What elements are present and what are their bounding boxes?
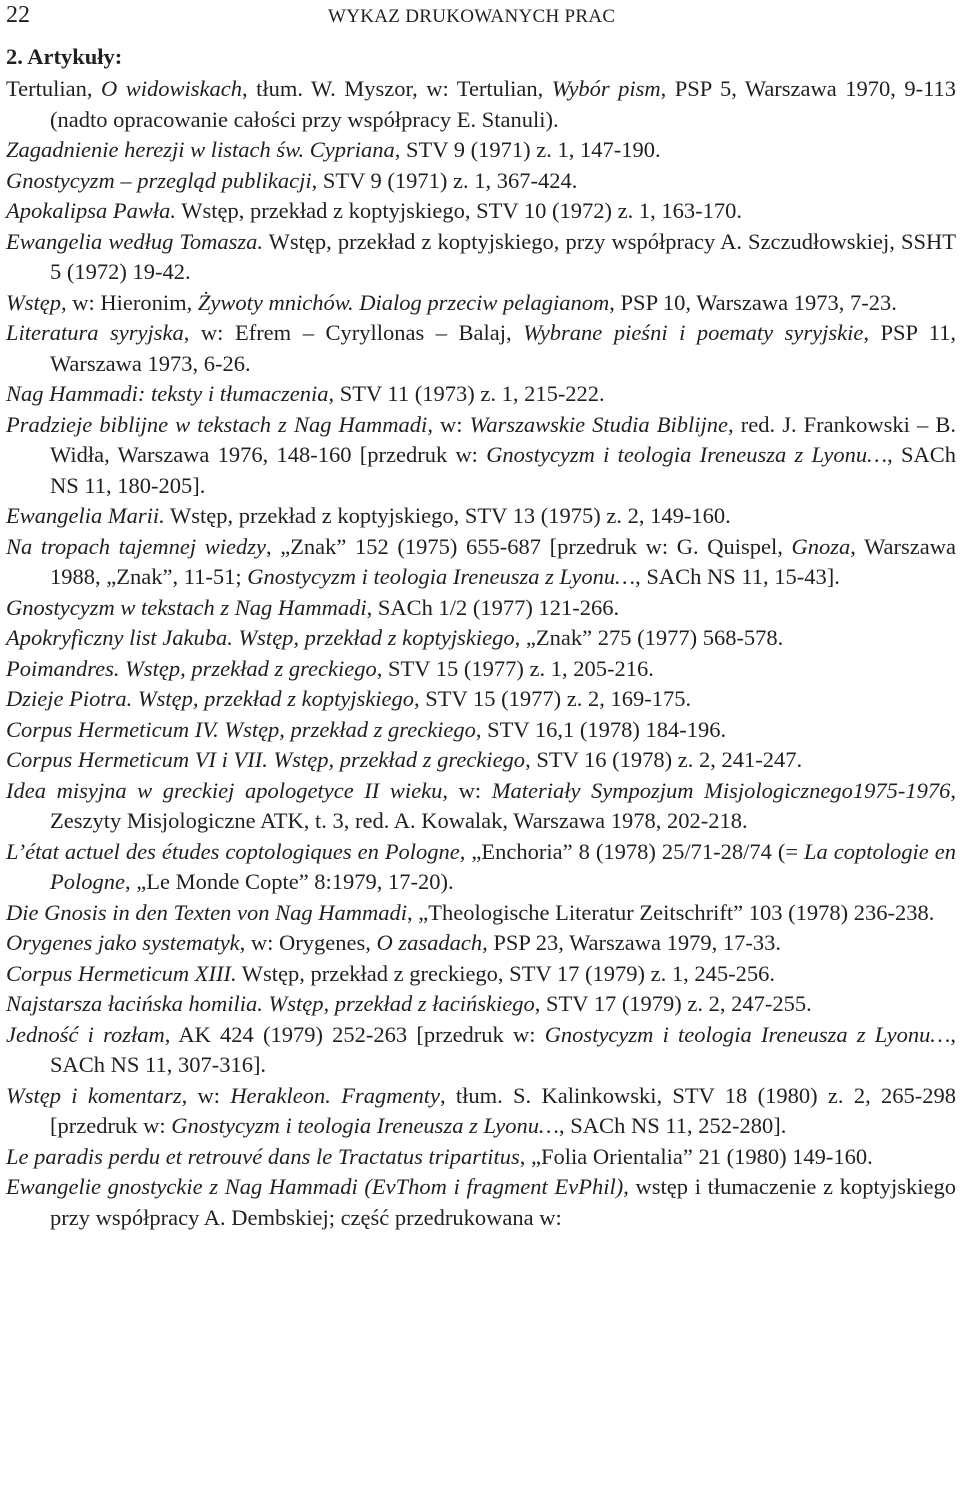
entry-text: , w: Efrem – Cyryllonas – Balaj, [183, 320, 524, 345]
entry-title-text: O zasadach [376, 930, 483, 955]
entry-text: , „Theologische Literatur Zeitschrift” 103 (1978) 236-238. [407, 899, 935, 925]
entry-text: Wstęp, przekład z koptyjskiego, przy współpracy A. Szczudłowskiej, SSHT 5 (1972) 19-42. [50, 228, 956, 284]
bibliography-entry [6, 532, 956, 593]
entry-title-text: Pradzieje biblijne w tekstach z Nag Hammadi [6, 411, 428, 437]
entry-title-text: Zagadnienie herezji w listach św. Cypriana [6, 137, 395, 162]
bibliography-entry [6, 501, 956, 532]
bibliography-entry [6, 1020, 956, 1081]
bibliography-entry [6, 837, 956, 898]
entry-title-text: Herakleon. Fragmenty [230, 1082, 440, 1108]
page-header [6, 0, 956, 38]
entry-title-text: Wstęp i komentarz [6, 1082, 182, 1108]
bibliography-entry [6, 684, 956, 715]
entry-text: , „Znak” 275 (1977) 568-578. [514, 625, 784, 650]
entry-text: , PSP 11, Warszawa 1973, 6-26. [50, 320, 956, 376]
entry-text: , STV 9 (1971) z. 1, 147-190. [394, 137, 661, 162]
entry-title-text: Jedność i rozłam [6, 1021, 165, 1047]
entry-text: , SACh NS 11, 180-205]. [50, 442, 956, 498]
section-title: 2. Artykuły: [6, 44, 123, 69]
entry-title-text: Nag Hammadi: teksty i tłumaczenia [6, 381, 329, 406]
entry-text: , STV 9 (1971) z. 1, 367-424. [311, 167, 578, 193]
entry-title-text: Żywoty mnichów. Dialog przeciw pelagianom [197, 289, 610, 315]
entry-text: , w: [442, 777, 492, 803]
bibliography-entry [6, 593, 956, 624]
entry-title-text: Wybór pism [551, 76, 661, 101]
entry-text: , SACh 1/2 (1977) 121-266. [366, 594, 620, 620]
entry-title-text: Ewangelie gnostyckie z Nag Hammadi (EvThom i fragment EvPhil) [6, 1174, 624, 1199]
entry-text: , STV 16 (1978) z. 2, 241-247. [525, 747, 803, 772]
bibliography-entry [6, 1172, 956, 1233]
entry-title-text: Wybrane pieśni i poematy syryjskie [523, 320, 864, 345]
entry-text: , tłum. S. Kalinkowski, STV 18 (1980) z. 2, 265-298 [przedruk w: [50, 1082, 956, 1138]
entry-title-text: Corpus Hermeticum IV. Wstęp, przekład z greckiego [6, 716, 476, 742]
entry-text: , SACh NS 11, 15-43]. [635, 564, 840, 589]
entry-title-text: Corpus Hermeticum VI i VII. Wstęp, przekład z greckiego [6, 747, 526, 772]
bibliography-entry [6, 288, 956, 319]
entry-text: , w: Orygenes, [239, 930, 377, 955]
bibliography-list [6, 74, 956, 1233]
entry-title-text: Apokryficzny list Jakuba. Wstęp, przekład z koptyjskiego [6, 625, 515, 650]
bibliography-entry [6, 928, 956, 959]
entry-text: , „Folia Orientalia” 21 (1980) 149-160. [519, 1143, 873, 1169]
entry-title-text: Corpus Hermeticum XIII. [6, 960, 237, 986]
bibliography-entry [6, 318, 956, 379]
entry-title-text: Wstęp [6, 289, 61, 315]
bibliography-entry [6, 74, 956, 135]
bibliography-entry [6, 166, 956, 197]
entry-title-text: Gnostycyzm i teologia Ireneusza z Lyonu… [247, 564, 636, 589]
entry-text: , PSP 23, Warszawa 1979, 17-33. [482, 930, 781, 955]
entry-text: , w: [427, 411, 470, 437]
entry-title-text: Poimandres. Wstęp, przekład z greckiego [6, 655, 377, 681]
bibliography-entry [6, 1142, 956, 1173]
entry-title-text: L’état actuel des études coptologiques en Pologne [6, 838, 460, 864]
entry-title-text: Gnostycyzm i teologia Ireneusza z Lyonu… [544, 1021, 951, 1047]
entry-title-text: Gnoza [791, 533, 851, 559]
entry-text: , Warszawa 1988, „Znak”, 11-51; [50, 533, 956, 589]
bibliography-entry [6, 776, 956, 837]
entry-title-text: Die Gnosis in den Texten von Nag Hammadi [6, 899, 408, 925]
entry-title-text: Le paradis perdu et retrouvé dans le Tractatus tripartitus [6, 1143, 520, 1169]
entry-text: , w: [181, 1082, 231, 1108]
entry-text: , tłum. W. Myszor, w: Tertulian, [241, 76, 552, 101]
entry-text: , PSP 10, Warszawa 1973, 7-23. [609, 289, 897, 315]
entry-text: , „Le Monde Copte” 8:1979, 17-20). [124, 869, 454, 894]
bibliography-entry [6, 715, 956, 746]
entry-text: , „Enchoria” 8 (1978) 25/71-28/74 (= [459, 838, 805, 864]
entry-title-text: O widowiskach [101, 76, 242, 101]
entry-text: , SACh NS 11, 252-280]. [559, 1113, 787, 1138]
entry-text: , „Znak” 152 (1975) 655-687 [przedruk w: G. Quispel, [265, 533, 792, 559]
bibliography-entry [6, 410, 956, 502]
entry-text: , w: Hieronim, [61, 289, 198, 315]
entry-title-text: Orygenes jako systematyk [6, 930, 240, 955]
entry-title-text: Na tropach tajemnej wiedzy [6, 533, 266, 559]
entry-title-text: Ewangelia według Tomasza. [6, 228, 263, 254]
entry-text: , STV 17 (1979) z. 2, 247-255. [534, 991, 812, 1016]
entry-title-text: Literatura syryjska [6, 320, 184, 345]
entry-text: , AK 424 (1979) 252-263 [przedruk w: [164, 1021, 545, 1047]
entry-title-text: Warszawskie Studia Biblijne [469, 411, 729, 437]
entry-text: , STV 15 (1977) z. 1, 205-216. [376, 655, 654, 681]
bibliography-entry [6, 196, 956, 227]
entry-title-text: Gnostycyzm – przegląd publikacji [6, 167, 312, 193]
entry-title-text: Najstarsza łacińska homilia. Wstęp, przekład z łacińskiego [6, 991, 535, 1016]
entry-text: , PSP 5, Warszawa 1970, 9-113 (nadto opracowanie całości przy współpracy E. Stanuli). [50, 76, 956, 132]
entry-title-text: Materiały Sympozjum Misjologicznego1975-1976 [491, 777, 951, 803]
bibliography-entry [6, 227, 956, 288]
entry-title-text: Gnostycyzm i teologia Ireneusza z Lyonu… [171, 1113, 560, 1138]
bibliography-entry [6, 959, 956, 990]
page-number: 22 [6, 2, 30, 28]
entry-title-text: Gnostycyzm i teologia Ireneusza z Lyonu… [486, 442, 888, 467]
entry-text: , STV 16,1 (1978) 184-196. [475, 716, 727, 742]
entry-text: Wstęp, przekład z koptyjskiego, STV 13 (1975) z. 2, 149-160. [164, 503, 731, 528]
bibliography-entry [6, 135, 956, 166]
bibliography-entry [6, 989, 956, 1020]
entry-text: Tertulian, [6, 76, 101, 101]
entry-title-text: Apokalipsa Pawła. [6, 198, 176, 223]
bibliography-entry [6, 1081, 956, 1142]
entry-title-text: Ewangelia Marii. [6, 503, 165, 528]
entry-title-text: Gnostycyzm w tekstach z Nag Hammadi [6, 594, 367, 620]
entry-text: Wstęp, przekład z koptyjskiego, STV 10 (1972) z. 1, 163-170. [176, 198, 742, 223]
entry-text: , STV 15 (1977) z. 2, 169-175. [414, 686, 692, 711]
entry-text: , Zeszyty Misjologiczne ATK, t. 3, red. A. Kowalak, Warszawa 1978, 202-218. [50, 777, 956, 833]
entry-title-text: La coptologie en Pologne [50, 838, 956, 894]
bibliography-entry [6, 898, 956, 929]
bibliography-entry [6, 745, 956, 776]
running-title: WYKAZ DRUKOWANYCH PRAC [328, 6, 616, 27]
entry-text: , wstęp i tłumaczenie z koptyjskiego przy współpracy A. Dembskiej; część przedrukowana w: [50, 1174, 956, 1230]
entry-title-text: Dzieje Piotra. Wstęp, przekład z koptyjskiego [6, 686, 415, 711]
entry-text: , red. J. Frankowski – B. Widła, Warszawa 1976, 148-160 [przedruk w: [50, 411, 957, 467]
bibliography-entry [6, 623, 956, 654]
bibliography-entry [6, 379, 956, 410]
entry-text: , STV 11 (1973) z. 1, 215-222. [328, 381, 605, 406]
entry-text: Wstęp, przekład z greckiego, STV 17 (1979) z. 1, 245-256. [236, 960, 776, 986]
bibliography-entry [6, 654, 956, 685]
entry-title-text: Idea misyjna w greckiej apologetyce II wieku [6, 777, 443, 803]
entry-text: , SACh NS 11, 307-316]. [50, 1021, 956, 1077]
